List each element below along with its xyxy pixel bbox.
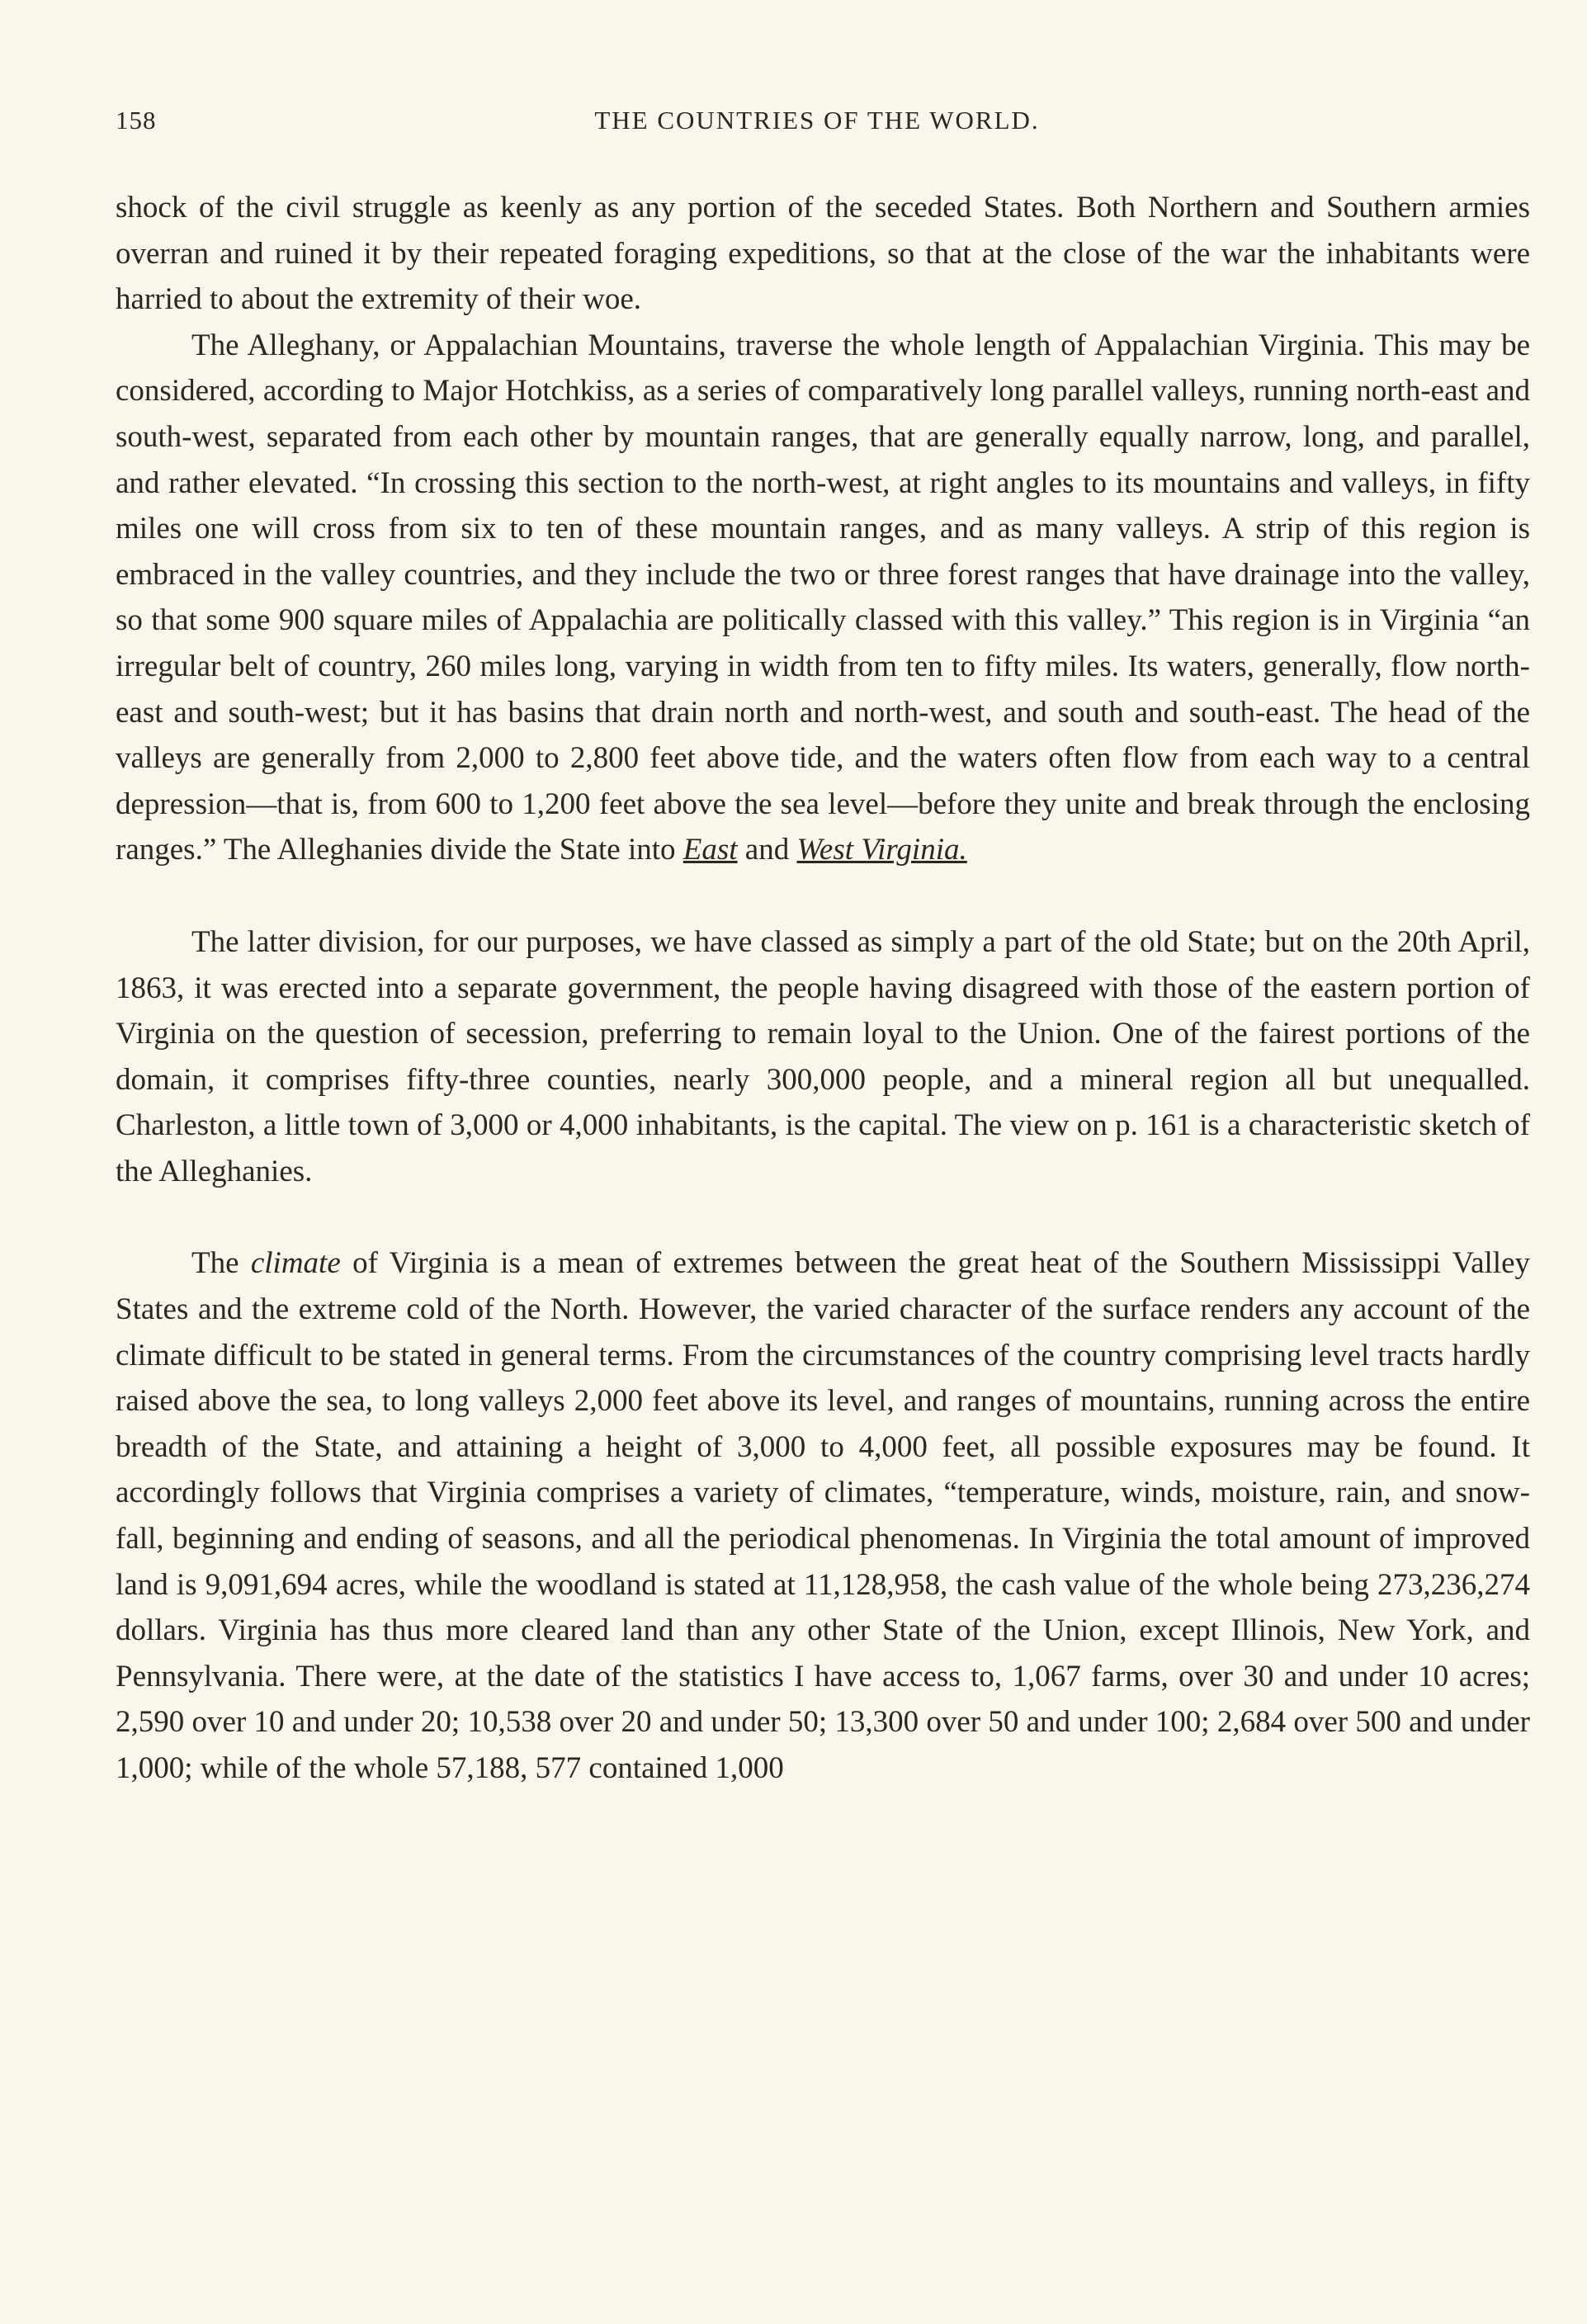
paragraph-climate — [116, 1240, 1530, 1791]
page-number: 158 — [116, 106, 157, 135]
east-virginia-term: East — [683, 833, 738, 867]
conjunction-and: and — [744, 833, 790, 867]
running-title: THE COUNTRIES OF THE WORLD. — [594, 106, 1040, 135]
paragraph-civil-war: shock of the civil struggle as keenly as any portion of the seceded States. Both Northern and Southern armies overran and ruined it by their repeated foraging expeditions, so that at the close of the war the inhabitants were harried to about the extremity of their woe. — [116, 191, 1530, 317]
paragraph-climate-text: of Virginia is a mean of extremes between the great heat of the Southern Mississippi Valley States and the extreme cold of the North. However, the varied character of the surface renders any account of the climate difficult to be stated in general terms. From the circumstances of the country comprising level tracts hardly raised above the sea, to long valleys 2,000 feet above its level, and ranges of mountains, running across the entire breadth of the State, and attaining a height of 3,000 to 4,000 feet, all possible exposures may be found. It accordingly follows that Virginia comprises a variety of climates, “temperature, winds, moisture, rain, and snow-fall, beginning and ending of seasons, and all the periodical phenomenas. In Virginia the total amount of improved land is 9,091,694 acres, while the woodland is stated at 11,128,958, the cash value of the whole being 273,236,274 dollars. Virginia has thus more cleared land than any other State of the Union, except Illinois, New York, and Pennsylvania. There were, at the date of the statistics I have access to, 1,067 farms, over 30 and under 10 acres; 2,590 over 10 and under 20; 10,538 over 20 and under 50; 13,300 over 50 and under 100; 2,684 over 500 and under 1,000; while of the whole 57,188, 577 contained 1,000 — [116, 1246, 1531, 1785]
climate-term: climate — [250, 1246, 341, 1281]
paragraph-west-virginia: The latter division, for our purposes, we have classed as simply a part of the old State; but on the 20th April, 1863, it was erected into a separate government, the people having disagreed with those of the eastern portion of Virginia on the question of secession, preferring to remain loyal to the Union. One of the fairest portions of the domain, it comprises fifty-three counties, nearly 300,000 people, and a mineral region all but unequalled. Charleston, a little town of 3,000 or 4,000 inhabitants, is the capital. The view on p. 161 is a characteristic sketch of the Alleghanies. — [116, 924, 1530, 1188]
paragraph-alleghany-mountains — [116, 323, 1530, 873]
climate-lead-word: The — [191, 1246, 239, 1281]
running-head — [116, 106, 1519, 147]
paragraph-alleghany-text: The Alleghany, or Appalachian Mountains, traverse the whole length of Appalachian Virginia. This may be considered, according to Major Hotchkiss, as a series of comparatively long parallel valleys, running north-east and south-west, separated from each other by mountain ranges, that are generally equally narrow, long, and parallel, and rather elevated. “In crossing this section to the north-west, at right angles to its mountains and valleys, in fifty miles one will cross from six to ten of these mountain ranges, and as many valleys. A strip of this region is embraced in the valley countries, and they include the two or three forest ranges that have drainage into the valley, so that some 900 square miles of Appalachia are politically classed with this valley.” This region is in Virginia “an irregular belt of country, 260 miles long, varying in width from ten to fifty miles. Its waters, generally, flow north-east and south-west; but it has basins that drain north and north-west, and south and south-east. The head of the valleys are generally from 2,000 to 2,800 feet above tide, and the waters often flow from each way to a central depression—that is, from 600 to 1,200 feet above the sea level—before they unite and break through the enclosing ranges.” The Alleghanies divide the State into — [116, 328, 1530, 867]
west-virginia-term: West Virginia. — [796, 833, 967, 867]
body-text — [116, 185, 1530, 1792]
